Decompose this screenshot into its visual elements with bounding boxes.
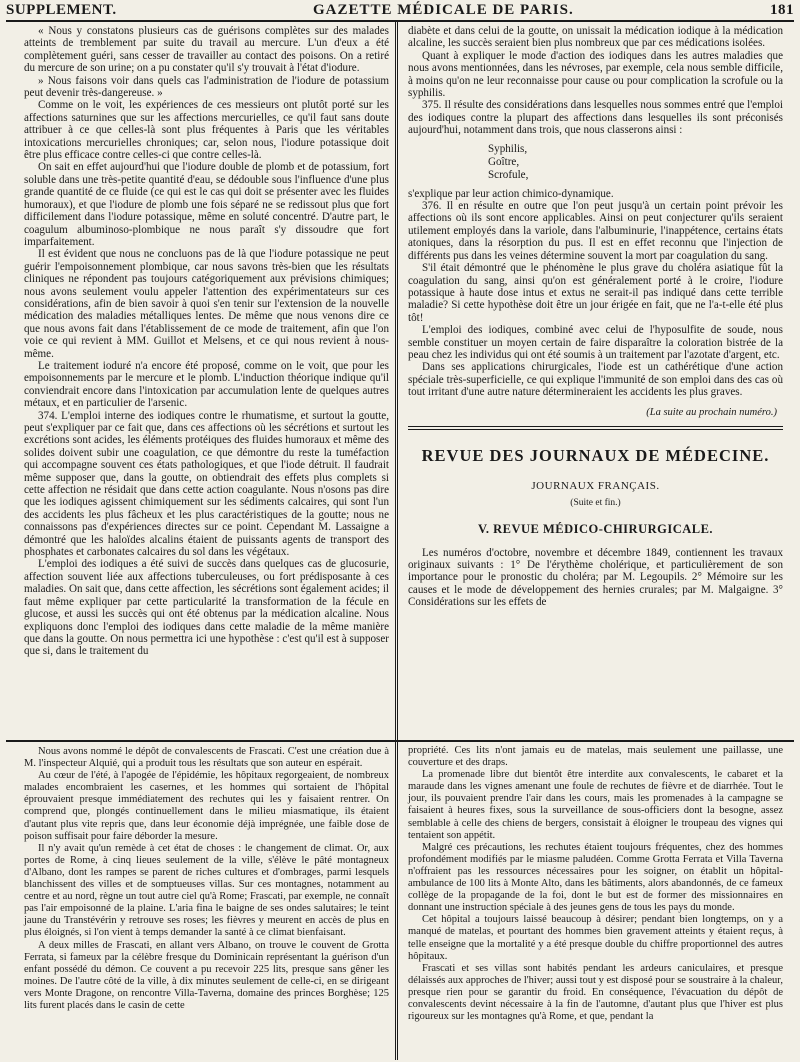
continuation-note: (La suite au prochain numéro.) — [646, 406, 777, 418]
paragraph: Cet hôpital a toujours laissé beaucoup à désirer; pendant bien longtemps, on y a manqué de matelas, et pourtant des hommes bien gravement atteints y étaient reçus, à telle enseigne que la mortalité y a été presque double du chiffre proportionnel des autres hôpitaux. — [408, 914, 783, 962]
paragraph: diabète et dans celui de la goutte, on unissait la médication iodique à la médication alcaline, les succès seraient bien plus nombreux que par ces médications isolées. — [408, 25, 783, 50]
paragraph: 374. L'emploi interne des iodiques contre le rhumatisme, et surtout la goutte, peut s'expliquer par ce fait que, dans ces affections où les sécrétions et surtout les excrétions sont acides, les éléments protéiques des fluides humoraux et même des solides doivent subir une coagulation, ce que démontre du reste la tuméfaction qui accompagne souvent ces états pathologiques, et que l'iode détruit. Il faudrait même supposer que, dans la goutte, on obtiendrait des effets plus complets si cette affection ne résidait que dans cette action coagulante. Nous n'osons pas dire que les iodiques agissent chimiquement sur les sédiments calcaires, qui sont l'un des accidents les plus fâcheux et les plus caractéristiques de la goutte; nous ne connaissons pas d'expériences directes sur ce point. Cependant M. Lassaigne a démontré que les haloïdes alcalins étaient de puissants agents de transport des phosphates et carbonates calcaires du sol dans les végétaux. — [24, 409, 389, 559]
paragraph: Au cœur de l'été, à l'apogée de l'épidémie, les hôpitaux regorgeaient, de nombreux malades encombraient les casernes, et les hommes qui sortaient de l'hôpital éprouvaient presque immédiatement des rechutes qui les y faisaient rentrer. On comprend que, plongés continuellement dans le milieu miasmatique, ils étaient d'autant plus vite repris que, dans leur économie déjà imprégnée, une faible dose de poison suffisait pour faire déborder la mesure. — [24, 770, 389, 842]
paragraph: Comme on le voit, les expériences de ces messieurs ont plutôt porté sur les affections saturnines que sur les affections mercurielles, ce qu'il faut sans doute attribuer à ce que celles-là sont plus fréquentes à Paris que les véritables intoxications mercurielles chroniques; car, selon nous, l'iodure potassique doit être plus efficace contre celles-ci que contre celles-là. — [24, 99, 389, 162]
revue-section-heading: V. REVUE MÉDICO-CHIRURGICALE. — [477, 521, 714, 536]
paragraph: Nous avons nommé le dépôt de convalescents de Frascati. C'est une création due à M. l'inspecteur Alquié, qui a produit tous les résultats que son auteur en espérait. — [24, 746, 389, 770]
header-title: GAZETTE MÉDICALE DE PARIS. — [312, 2, 574, 18]
header-supplement: SUPPLEMENT. — [6, 2, 117, 18]
paragraph: Le traitement ioduré n'a encore été proposé, comme on le voit, que pour les empoisonnements par le mercure et le plomb. L'induction théorique indique qu'il conviendrait encore dans l'intoxication par accumulation lente de quelques autres métaux, et en particulier de l'arsenic. — [24, 359, 389, 410]
upper-section — [6, 22, 794, 740]
paragraph: Frascati et ses villas sont habités pendant les ardeurs caniculaires, et presque délaissés aux approches de l'hiver; aussi tout y est disposé pour se soustraire à la chaleur, presque rien pour se garantir du froid. En conséquence, l'évacuation du dépôt de convalescents devint nécessaire à la fin de l'automne, d'autant plus que l'hiver est plus rigoureux sur les montagnes qu'à Rome, et que, pendant la — [408, 962, 783, 1023]
lower-section — [6, 742, 794, 1060]
paragraph: propriété. Ces lits n'ont jamais eu de matelas, mais seulement une paillasse, une couverture et des draps. — [408, 745, 783, 769]
paragraph: Il est évident que nous ne concluons pas de là que l'iodure potassique ne peut guérir l'empoisonnement plombique, car nous savons très-bien que les résultats cliniques ne répondent pas toujours catégoriquement aux prévisions chimiques; nous avons seulement voulu appeler l'attention des expérimentateurs sur ces considérations, afin de bien savoir à quoi s'en tenir sur l'extension de la nouvelle médication des maladies métalliques lentes. De même que nous venons dire ce que nous avons fait dans l'établissement de ce mode de traitement, afin que l'on voie ce qui revient à MM. Guillot et Melsens, et ce qui nous revient à nous-même. — [24, 248, 389, 360]
list-item: Syphilis, — [488, 142, 528, 155]
paragraph: s'explique par leur action chimico-dynamique. — [408, 187, 614, 200]
affection-list — [488, 143, 783, 182]
lower-left-column — [6, 742, 395, 1060]
list-item: Goître, — [488, 155, 520, 168]
upper-right-column — [398, 22, 787, 740]
page-header — [6, 0, 794, 18]
paragraph: Malgré ces précautions, les rechutes étaient toujours fréquentes, chez des hommes profondément modifiés par le miasme paludéen. Comme Grotta Ferrata et Villa Taverna n'offraient pas les ressources nécessaires pour les soigner, on établit un hôpital-ambulance de 100 lits à Monte Alto, dans les bâtiments, alors abandonnés, de ce fameux collège de la propagande de la foi, dont le but est de former des missionnaires en donnant une instruction spéciale à des jeunes gens de tous les pays du monde. — [408, 841, 783, 914]
page-number: 181 — [769, 2, 794, 18]
paragraph: 376. Il en résulte en outre que l'on peut jusqu'à un certain point prévoir les affections où ils sont encore applicables. Ainsi on peut conjecturer qu'ils seraient utilement employés dans la variole, dans l'albuminurie, l'inappétence, certains états atoniques, dans la résorption du pus. Il est en effet reconnu que l'injection de différents pus dans les veines détermine souvent la mort par coagulation du sang. — [408, 200, 783, 262]
list-item: Scrofule, — [488, 168, 529, 181]
section-double-rule — [408, 426, 783, 430]
paragraph: S'il était démontré que le phénomène le plus grave du choléra asiatique fût la coagulation du sang, ainsi qu'on est généralement porté à le croire, l'iodure potassique à haute dose intus et extus ne serait-il pas indiqué dans cette terrible maladie? Si cette hypothèse doit être un jour érigée en fait, que ne l'a-t-elle été plus tôt! — [408, 262, 783, 324]
paragraph: Quant à expliquer le mode d'action des iodiques dans les autres maladies que nous avons mentionnées, dans les névroses, par exemple, cela nous semble difficile, à moins qu'on ne leur reconnaisse pour cause ou pour complication la scrofule ou la syphilis. — [408, 49, 783, 100]
paragraph: Il n'y avait qu'un remède à cet état de choses : le changement de climat. Or, aux portes de Rome, à cinq lieues seulement de la ville, s'élève le pâté montagneux d'Albano, dont les rampes se parent de riches cultures et d'ombrages, parmi lesquels blanchissent des villes et de somptueuses villas. Sur ces montagnes, notamment au centre et au nord, règne un tout autre ciel qu'à Rome; Frascati, par exemple, ne connaît pas l'air empoisonné de la plaine. L'aria fina le baigne de ses ondes salutaires; le teint jaune du Transtévérin y retrouve ses roses; les fièvres y meurent en accès de plus en plus éloignés, si l'on vient à temps demander la santé à ce climat bienfaisant. — [24, 842, 389, 939]
paragraph: 375. Il résulte des considérations dans lesquelles nous sommes entré que l'emploi des iodiques contre la plupart des affections dans lesquelles ils sont préconisés aujourd'hui, notamment dans trois, que nous classerons ainsi : — [408, 99, 783, 137]
revue-suite: (Suite et fin.) — [570, 497, 621, 508]
lower-right-column — [398, 742, 787, 1060]
paragraph: Les numéros d'octobre, novembre et décembre 1849, contiennent les travaux originaux suivants : 1° De l'érythème cholérique, et particulièrement de son importance pour le pronostic du choléra; par M. Legoupils. 2° Mémoire sur les causes et le mode de développement des hernies crurales; par M. Malgaigne. 3° Considérations sur les effets de — [408, 546, 783, 609]
paragraph: On sait en effet aujourd'hui que l'iodure double de plomb et de potassium, fort soluble dans une très-petite quantité d'eau, se dédouble sous l'influence d'une plus grande quantité de ce fluide (ce qui est le cas qui doit se présenter avec les fluides humoraux), et que l'iodure de plomb une fois séparé ne se redissout plus que fort difficilement dans l'iodure potassique, même en soluté concentré. D'autre part, le coagulum albuminoso-plombique ne nous paraît s'y dissoudre que fort imparfaitement. — [24, 161, 389, 248]
paragraph: » Nous faisons voir dans quels cas l'administration de l'iodure de potassium peut devenir très-dangereuse. » — [24, 74, 389, 100]
paragraph: A deux milles de Frascati, en allant vers Albano, on trouve le couvent de Grotta Ferrata, si fameux par la célèbre fresque du Dominicain représentant la guérison d'un enfant possédé du démon. Ce couvent a pu recevoir 225 lits, presque sans gêner les moines. De l'autre côté de la ville, à dix minutes seulement de celle-ci, en se dirigeant vers Monte Dragone, on rencontre Villa-Taverna, domaine des princes Borghèse; 125 lits furent placés dans le casin de cette — [24, 939, 389, 1011]
paragraph: « Nous y constatons plusieurs cas de guérisons complètes sur des malades atteints de tremblement par suite du travail au mercure. L'un d'eux a été complètement guéri, sans cesser de travailler au contact des poisons. On a retiré du mercure de son urine; on a pu constater qu'il s'y trouvait à l'état d'iodure. — [24, 25, 389, 75]
revue-subtitle: JOURNAUX FRANÇAIS. — [531, 479, 660, 492]
paragraph: La promenade libre dut bientôt être interdite aux convalescents, le cabaret et la maraude dans les vignes amenant une foule de rechutes de fièvre et de diarrhée. Tout le jour, ils pouvaient prendre l'air dans les cours, mais les promenades à la campagne se faisaient à heures fixes, sous la surveillance de sous-officiers dont la besogne, assez semblable à celle des chiens de bergers, consistait à éloigner le troupeau des vignes qui tentaient son appétit. — [408, 769, 783, 841]
upper-left-column — [6, 22, 395, 740]
revue-title: REVUE DES JOURNAUX DE MÉDECINE. — [421, 445, 770, 465]
paragraph: Dans ses applications chirurgicales, l'iode est un cathérétique d'une action spéciale très-superficielle, ce qui explique l'immunité de son emploi dans des cas où tout irritant d'une autre nature détermineraient les accidents les plus graves. — [408, 361, 783, 399]
paragraph: L'emploi des iodiques, combiné avec celui de l'hyposulfite de soude, nous semble constituer un moyen certain de faire disparaître la coloration bistrée de la peau chez les individus qui ont été soumis à un traitement par l'azotate d'argent, etc. — [408, 324, 783, 361]
paragraph: L'emploi des iodiques a été suivi de succès dans quelques cas de glucosurie, affection souvent liée aux affections tuberculeuses, ou fort prédisposante à ces maladies. On sait que, dans cette affection, les sécrétions sont également acides; il faut même expliquer par cette particularité la transformation de la fécule en glucose, et aussi les succès qui ont été obtenus par la médication alcaline. Nous expliquons donc l'emploi des iodiques dans cette maladie de la même manière que dans la goutte. On nous permettra ici une hypothèse : c'est qu'il est à supposer que si, dans le traitement du — [24, 558, 389, 658]
